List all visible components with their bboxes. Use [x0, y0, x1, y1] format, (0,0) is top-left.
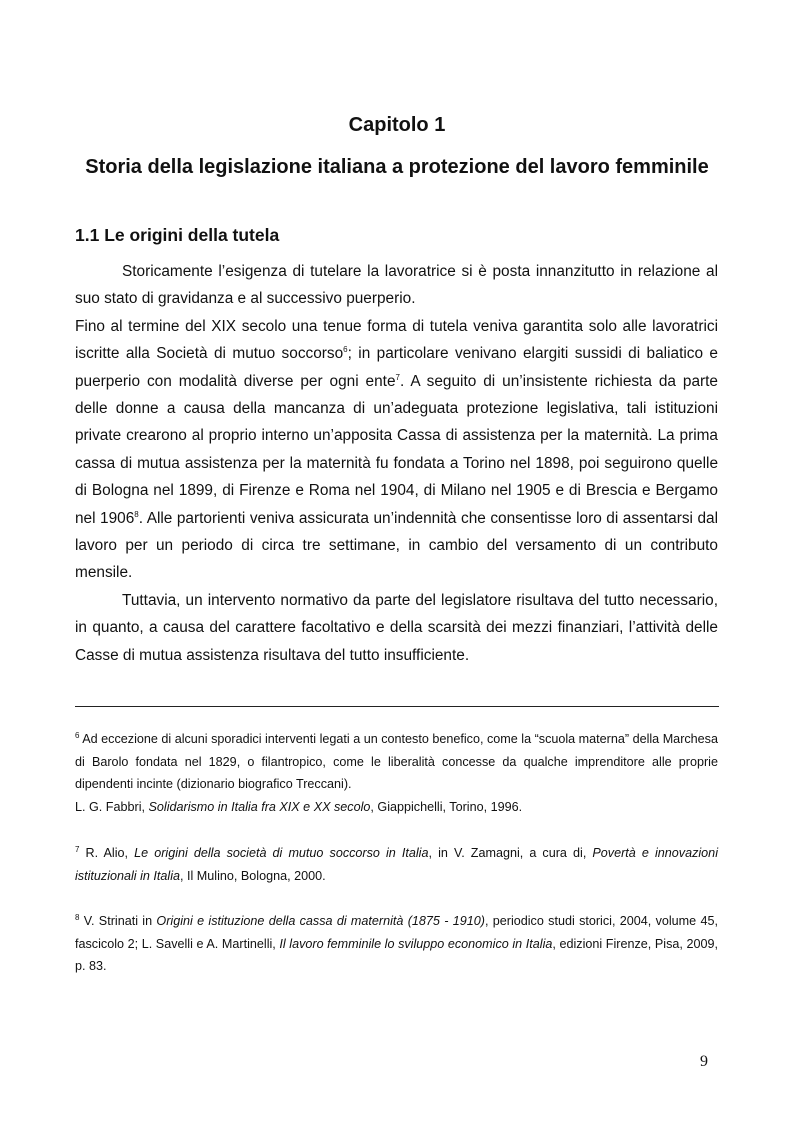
footnote-7-rest: , Il Mulino, Bologna, 2000. — [180, 868, 326, 883]
paragraph-3: Tuttavia, un intervento normativo da parte del legislatore risultava del tutto necessario, in quanto, a causa del carattere facoltativo e della scarsità dei mezzi finanziari, l’attività delle Casse di mutua assistenza risultava del tutto insufficiente. — [75, 591, 718, 664]
footnote-7-title-1: Le origini della società di mutuo soccorso in Italia — [134, 846, 429, 860]
footnote-8-number: 8 — [75, 912, 80, 922]
paragraph-2-part-c: . A seguito di un’insistente richiesta da parte delle donne a causa della mancanza di un’adeguata protezione legislativa, tali istituzioni private crearono al proprio interno un’apposita Cassa di assistenza per la maternità. La prima cassa di mutua assistenza per la maternità fu fondata a Torino nel 1898, poi seguirono quelle di Bologna nel 1899, di Firenze e Roma nel 1904, di Milano nel 1905 e di Brescia e Bergamo nel 1906 — [75, 372, 718, 527]
paragraph-1: Storicamente l’esigenza di tutelare la lavoratrice si è posta innanzitutto in relazione al suo stato di gravidanza e al successivo puerperio. — [75, 263, 718, 308]
footnote-7-title-2: Povertà e innovazioni istituzionali in Italia — [75, 846, 718, 883]
footnote-7-number: 7 — [75, 844, 80, 854]
footnote-8-rest: , edizioni Firenze, Pisa, 2009, p. 83. — [75, 936, 718, 973]
footnote-6-cite-title: Solidarismo in Italia fra XIX e XX secolo — [148, 799, 371, 814]
chapter-label: Capitolo 1 — [348, 114, 446, 136]
footnote-divider — [75, 706, 719, 707]
footnote-ref-8: 8 — [134, 509, 139, 519]
footnote-6 — [75, 728, 718, 818]
footnote-6-cite-rest: , Giappichelli, Torino, 1996. — [370, 799, 523, 814]
footnote-6-cite-author: L. G. Fabbri, — [75, 799, 149, 814]
footnote-8-author: V. Strinati in — [79, 914, 157, 928]
paragraph-2-part-d: . Alle partorienti veniva assicurata un’indennità che consentisse loro di assentarsi dal lavoro per un periodo di circa tre settimane, in cambio del versamento di un contributo mensile. — [75, 509, 718, 582]
paragraph-2-part-a: Fino al termine del XIX secolo una tenue forma di tutela veniva garantita solo alle lavoratrici iscritte alla Società di mutuo soccorso — [75, 317, 718, 363]
footnote-8-mid: , periodico studi storici, 2004, volume 45, fascicolo 2; L. Savelli e A. Martinelli, — [75, 914, 718, 951]
footnote-6-text: Ad eccezione di alcuni sporadici interventi legati a un contesto benefico, come la “scuola materna” della Marchesa di Barolo fondata nel 1829, o filantropico, come le liberalità concesse da qualche imprenditore alle proprie dipendenti incinte (dizionario biografico Treccani). — [75, 732, 718, 791]
footnote-ref-6: 6 — [343, 345, 348, 355]
paragraph-2-part-b: ; in particolare venivano elargiti sussidi di baliatico e puerperio con modalità diverse per ogni ente — [75, 345, 718, 390]
footnote-8-title-2: Il lavoro femminile lo sviluppo economico in Italia — [279, 936, 553, 951]
footnote-ref-7: 7 — [395, 372, 400, 382]
paragraph-2 — [75, 313, 718, 587]
footnote-7-mid: , in V. Zamagni, a cura di, — [428, 846, 593, 860]
footnote-7-author: R. Alio, — [79, 846, 135, 860]
footnote-6-number: 6 — [75, 730, 80, 740]
footnote-8 — [75, 910, 718, 978]
footnote-8-title-1: Origini e istituzione della cassa di maternità (1875 - 1910) — [156, 914, 485, 928]
chapter-title: Storia della legislazione italiana a protezione del lavoro femminile — [85, 156, 709, 178]
section-heading: 1.1 Le origini della tutela — [75, 225, 280, 245]
body-text — [75, 258, 718, 669]
footnote-7 — [75, 842, 718, 887]
page-number: 9 — [700, 1053, 708, 1070]
